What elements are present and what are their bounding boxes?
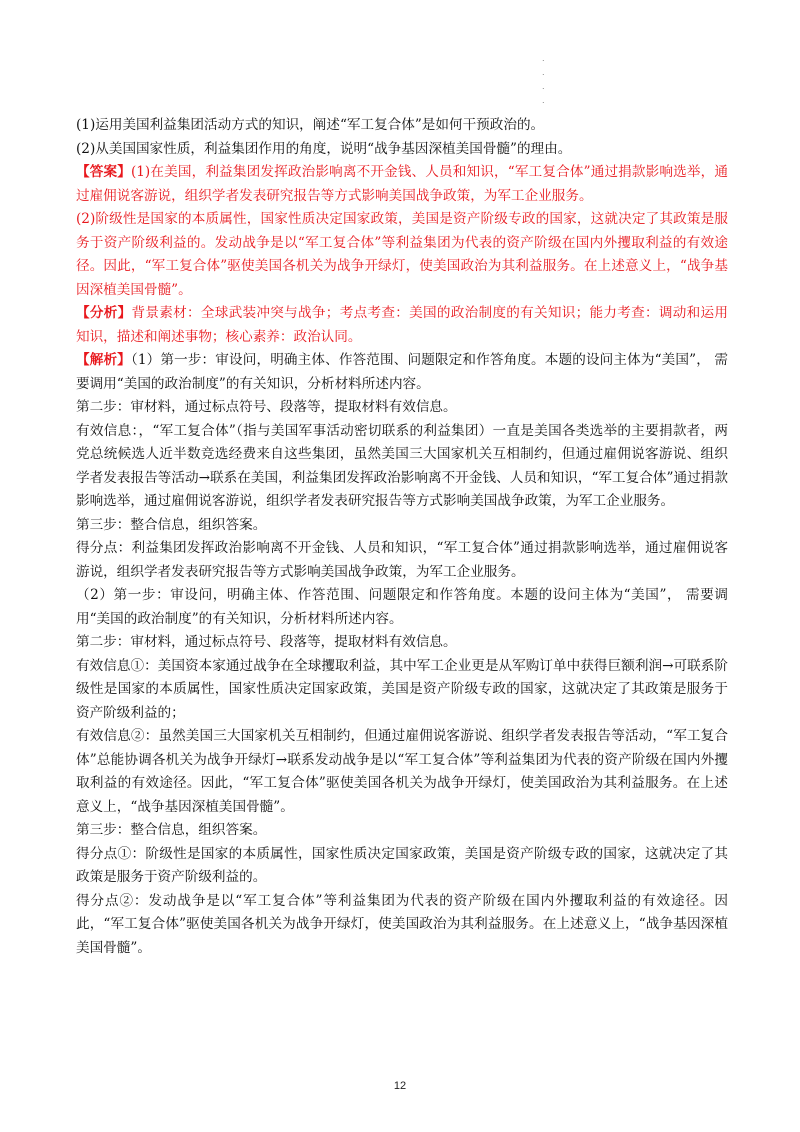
explanation-tag: 【解析】 [76,352,131,368]
explanation-step1-text: （1）第一步：审设问，明确主体、作答范围、问题限定和作答角度。本题的设问主体为“美国”， 需要调用“美国的政治制度”的有关知识，分析材料所述内容。 [76,352,728,392]
answer-1-text: (1)在美国，利益集团发挥政治影响离不开金钱、人员和知识，“军工复合体”通过捐款影响选举，通过雇佣说客游说，组织学者发表研究报告等方式影响美国战争政策，为军工企业服务。 [76,164,728,204]
header-dot: . [542,68,545,77]
analysis [76,302,728,349]
explanation-step1 [76,349,728,396]
header-dots [542,52,548,108]
document-body [76,114,728,960]
analysis-text: 背景素材：全球武装冲突与战争；考点考查：美国的政治制度的有关知识；能力考查：调动和运用知识，描述和阐述事物；核心素养：政治认同。 [76,305,728,345]
answer-tag: 【答案】 [76,164,131,180]
explanation-score: 得分点：利益集团发挥政治影响离不开金钱、人员和知识，“军工复合体”通过捐款影响选举，通过雇佣说客游说，组织学者发表研究报告等方式影响美国战争政策，为军工企业服务。 [76,540,728,580]
explanation-2-info2: 有效信息②：虽然美国三大国家机关互相制约，但通过雇佣说客游说、组织学者发表报告等活动，“军工复合体”总能协调各机关为战争开绿灯→联系发动战争是以“军工复合体”等利益集团为代表的资产阶级在国内外攫取利益的有效途径。因此，“军工复合体”驱使美国各机关为战争开绿灯，使美国政治为其利益服务。在上述意义上，“战争基因深植美国骨髓”。 [76,728,728,815]
explanation-step2: 第二步：审材料，通过标点符号、段落等，提取材料有效信息。 [76,399,457,415]
question-1: (1)运用美国利益集团活动方式的知识，阐述“军工复合体”是如何干预政治的。 [76,117,545,133]
answer-2: (2)阶级性是国家的本质属性，国家性质决定国家政策，美国是资产阶级专政的国家，这就决定了其政策是服务于资产阶级利益的。发动战争是以“军工复合体”等利益集团为代表的资产阶级在国内外攫取利益的有效途径。因此，“军工复合体”驱使美国各机关为战争开绿灯，使美国政治为其利益服务。在上述意义上，“战争基因深植美国骨髓”。 [76,211,728,298]
analysis-tag: 【分析】 [76,305,132,321]
header-dot: . [542,96,545,105]
explanation-2-step2: 第二步：审材料，通过标点符号、段落等，提取材料有效信息。 [76,634,457,650]
header-dot: . [542,82,545,91]
page-number: 12 [393,1080,407,1092]
explanation-2-score1: 得分点①：阶级性是国家的本质属性，国家性质决定国家政策，美国是资产阶级专政的国家，这就决定了其政策是服务于资产阶级利益的。 [76,845,728,885]
explanation-2-score2: 得分点②：发动战争是以“军工复合体”等利益集团为代表的资产阶级在国内外攫取利益的有效途径。因此，“军工复合体”驱使美国各机关为战争开绿灯，使美国政治为其利益服务。在上述意义上，“战争基因深植美国骨髓”。 [76,892,728,956]
explanation-2-step3: 第三步：整合信息，组织答案。 [76,822,267,838]
explanation-2-step1: （2）第一步：审设问，明确主体、作答范围、问题限定和作答角度。本题的设问主体为“美国”， 需要调用“美国的政治制度”的有关知识，分析材料所述内容。 [76,587,728,627]
question-2: (2)从美国国家性质，利益集团作用的角度，说明“战争基因深植美国骨髓”的理由。 [76,140,572,157]
answer-1 [76,161,728,208]
explanation-step3: 第三步：整合信息，组织答案。 [76,516,267,533]
explanation-info: 有效信息：，“军工复合体”（指与美国军事活动密切联系的利益集团）一直是美国各类选举的主要捐款者，两党总统候选人近半数竞选经费来自这些集团，虽然美国三大国家机关互相制约，但通过雇佣说客游说、组织学者发表报告等活动→联系在美国，利益集团发挥政治影响离不开金钱、人员和知识，“军工复合体”通过捐款影响选举，通过雇佣说客游说，组织学者发表研究报告等方式影响美国战争政策，为军工企业服务。 [76,422,728,509]
explanation-2-info1: 有效信息①：美国资本家通过战争在全球攫取利益，其中军工企业更是从军购订单中获得巨额利润→可联系阶级性是国家的本质属性，国家性质决定国家政策，美国是资产阶级专政的国家，这就决定了其政策是服务于资产阶级利益的； [76,657,728,721]
header-dot: . [542,54,545,63]
